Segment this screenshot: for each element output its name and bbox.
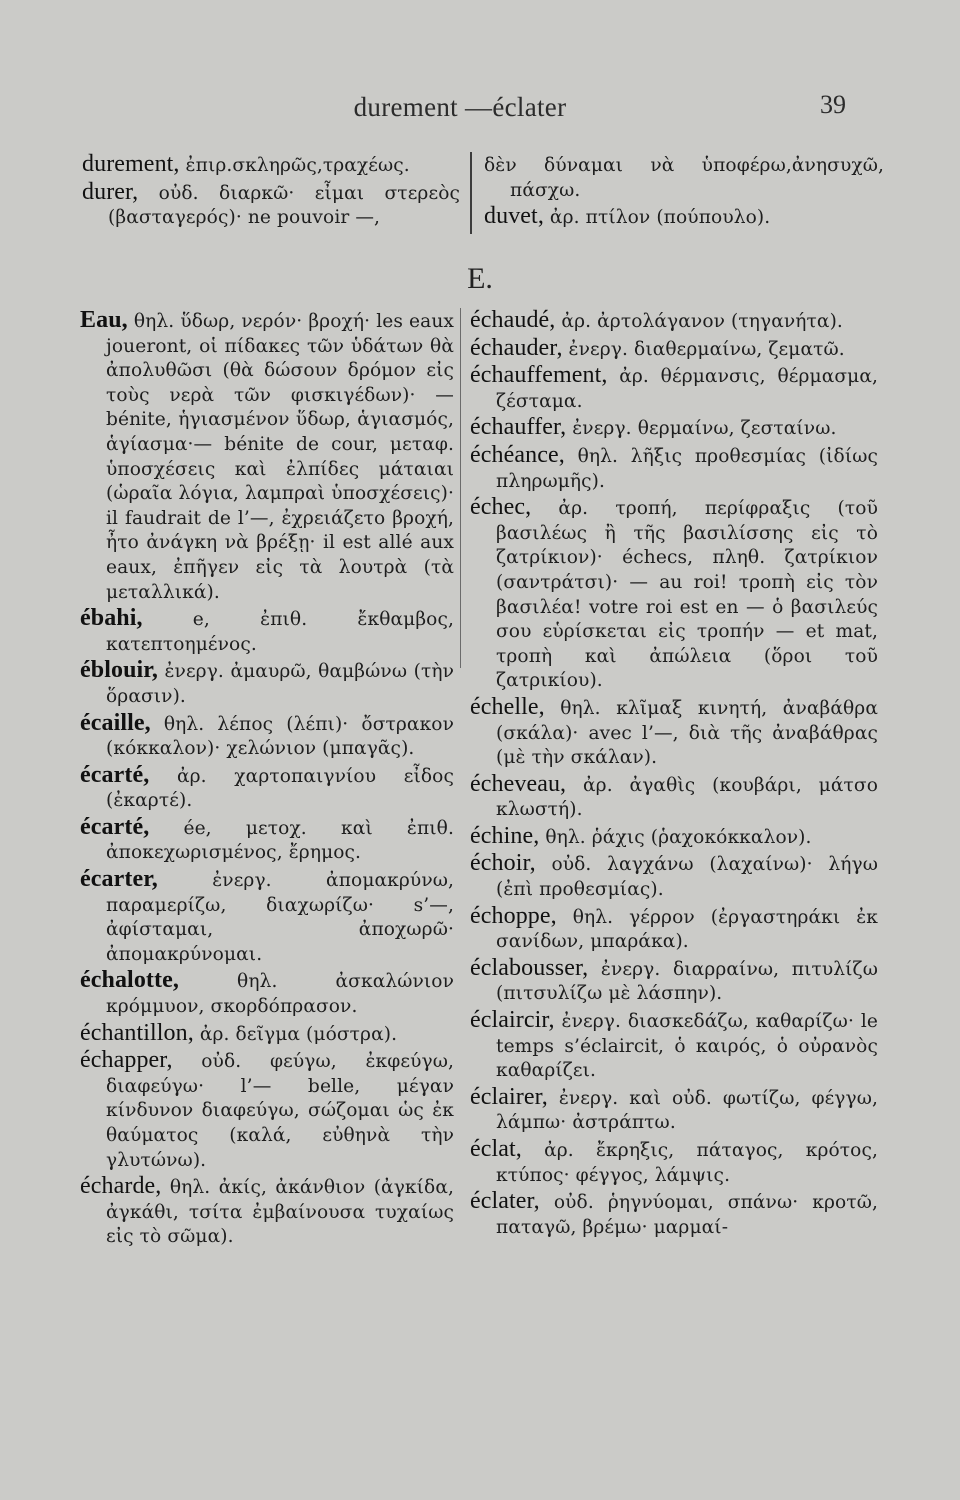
entry-definition: θηλ. ἀκίς, ἀκάνθιον (ἀγκίδα, ἀγκάθι, τσίτα ἐμβαίνουσα τυχαίως εἰς τὸ σῶμα).	[106, 1177, 454, 1248]
headword: éclat,	[470, 1136, 522, 1162]
entry-definition: ée, μετοχ. καὶ ἐπιθ. ἀποκεχωρισμένος, ἔρημος.	[106, 817, 454, 864]
dictionary-entry	[470, 1008, 878, 1084]
headword: écarté,	[80, 813, 150, 840]
dictionary-entry	[80, 711, 454, 762]
entry-definition: θηλ. γέρρον (ἐργαστηράκι ἐκ σανίδων, μπαράκα).	[496, 906, 878, 953]
dictionary-entry	[470, 443, 878, 494]
entry-definition: θηλ. ὕδωρ, νερόν· βροχή· les eaux joueront, οἱ πίδακες τῶν ὑδάτων θὰ ἀπολυθῶσι (θὰ δώσουν δρόμον εἰς τοὺς νερὰ τῶν φισκιγέδων)· —bénite, ἡγιασμένον ὕδωρ, ἁγιασμός, ἁγίασμα·— bénite de cour, μεταφ. ὑποσχέσεις καὶ ἐλπίδες μάταιαι (ὡραῖα λόγια, λαμπραὶ ὑποσχέσεις)· il faudrait de l’—, ἐχρειάζετο βροχή, ἦτο ἀνάγκη νὰ βρέξῃ· il est allé aux eaux, ἐπῆγεν εἰς τὰ λουτρὰ (τὰ μεταλλικά).	[106, 311, 454, 603]
left-column	[80, 308, 454, 1251]
dictionary-entry	[80, 308, 454, 605]
headword: Eau,	[80, 307, 128, 333]
entry-definition: ἐνεργ. ἀμαυρῶ, θαμβώνω (τὴν ὅρασιν).	[106, 661, 454, 707]
dictionary-entry	[470, 1189, 878, 1240]
dictionary-entry	[80, 815, 454, 866]
headword: échelle,	[470, 693, 545, 720]
dictionary-entry	[470, 956, 878, 1007]
headword: éclaircir,	[470, 1007, 555, 1034]
headword: écheveau,	[470, 770, 567, 797]
entry-definition: οὐδ. φεύγω, ἐκφεύγω, διαφεύγω· l’— belle, μέγαν κίνδυνον διαφεύγω, σώζομαι ὡς ἐκ θαύματος (καλά, εὐθηνὰ τὴν γλυτώνω).	[106, 1051, 454, 1171]
headword: éclairer,	[470, 1083, 548, 1110]
dictionary-entry	[484, 204, 884, 231]
dictionary-entry	[80, 763, 454, 814]
dictionary-entry	[470, 336, 878, 363]
dictionary-entry	[470, 772, 878, 823]
dictionary-entry	[470, 695, 878, 771]
entry-definition: ἐνεργ. ἀπομακρύνω, παραμερίζω, διαχωρίζω· s’—, ἀφίσταμαι, ἀποχωρῶ· ἀπομακρύνομαι.	[106, 870, 454, 965]
entry-definition: ἐνεργ. διασκεδάζω, καθαρίζω· le temps s’éclaircit, ὁ καιρός, ὁ οὐρανὸς καθαρίζει.	[496, 1011, 878, 1082]
headword: éblouir,	[80, 657, 158, 684]
entry-definition: ἐπιρ.σκληρῶς,τραχέως.	[179, 155, 410, 176]
top-right-column	[484, 152, 884, 232]
entry-definition: ἀρ. ἀγαθὶς (κουβάρι, μάτσο κλωστή).	[496, 774, 878, 821]
headword: écaille,	[80, 709, 151, 736]
entry-definition: ἀρ. τροπή, περίφραξις (τοῦ βασιλέως ἢ τῆς βασιλίσσης εἰς τὸ ζατρίκιον)· échecs, πληθ. ζατρίκιον (σαντράτσι)· — au roi! τροπὴ εἰς τὸν βασιλέα! votre roi est en — ὁ βασιλεύς σου εὑρίσκεται εἰς τροπήν — et mat, τροπὴ καὶ ἀπώλεια (ὅροι τοῦ ζατρικίου).	[496, 498, 878, 692]
headword: échine,	[470, 822, 540, 849]
dictionary-entry	[80, 867, 454, 967]
headword: échauffement,	[470, 362, 608, 389]
page-number: 39	[820, 90, 846, 119]
right-column	[470, 308, 878, 1241]
dictionary-entry	[470, 1085, 878, 1136]
dictionary-entry	[470, 1137, 878, 1188]
running-head: durement —éclater	[353, 92, 567, 122]
dictionary-entry	[80, 1174, 454, 1250]
dictionary-entry	[470, 415, 878, 442]
entry-definition: θηλ. κλῖμαξ κινητή, ἀναβάθρα (σκάλα)· avec l’—, διὰ τῆς ἀναβάθρας (μὲ τὴν σκάλαν).	[496, 697, 878, 769]
entry-definition: ἐνεργ. καὶ οὐδ. φωτίζω, φέγγω, λάμπω· ἀστράπτω.	[496, 1087, 878, 1134]
entry-definition: θηλ. λῆξις προθεσμίας (ἰδίως πληρωμῆς).	[496, 445, 878, 492]
entry-definition: θηλ. λέπος (λέπι)· ὄστρακον (κόκκαλον)· χελώνιον (μπαγᾶς).	[106, 713, 454, 760]
entry-definition: ἀρ. χαρτοπαιγνίου εἶδος (ἐκαρτέ).	[106, 765, 454, 812]
headword: échéance,	[470, 441, 565, 468]
headword: échec,	[470, 494, 532, 521]
dictionary-entry	[80, 658, 454, 709]
headword: duvet,	[484, 203, 544, 230]
entry-definition: δὲν δύναμαι νὰ ὑποφέρω,ἀνησυχῶ, πάσχω.	[484, 155, 884, 201]
dictionary-entry	[80, 968, 454, 1019]
entry-definition: οὐδ. ῥηγνύομαι, σπάνω· κροτῶ, παταγῶ, βρέμω· μαρμαί-	[496, 1192, 878, 1238]
headword: durer,	[82, 178, 139, 205]
headword: échapper,	[80, 1047, 173, 1074]
headword: éclater,	[470, 1188, 540, 1215]
headword: ébahi,	[80, 605, 143, 632]
entry-definition: ἀρ. πτίλον (πούπουλο).	[543, 207, 771, 229]
dictionary-entry	[470, 363, 878, 414]
headword: échoppe,	[470, 902, 557, 929]
headword: écarté,	[80, 761, 150, 788]
entry-definition: ἐνεργ. διαθερμαίνω, ζεματῶ.	[562, 338, 845, 360]
dictionary-entry	[470, 851, 878, 902]
entry-definition: ἀρ. δεῖγμα (μόστρα).	[193, 1023, 398, 1045]
dictionary-entry	[82, 152, 460, 179]
headword: écarter,	[80, 866, 158, 893]
dictionary-entry	[484, 152, 884, 203]
headword: écharde,	[80, 1173, 162, 1200]
continued-entries-block	[82, 152, 892, 262]
column-divider	[470, 152, 472, 234]
entry-definition: e, ἐπιθ. ἔκθαμβος, κατεπτοημένος.	[106, 609, 454, 655]
headword: échauffer,	[470, 414, 567, 441]
headword: échalotte,	[80, 967, 179, 994]
entry-definition: ἐνεργ. διαρραίνω, πιτυλίζω (πιτσυλίζω μὲ λάσπην).	[496, 958, 878, 1005]
headword: échaudé,	[470, 307, 556, 333]
entry-definition: ἀρ. ἔκρηξις, πάταγος, κρότος, κτύπος· φέγγος, λάμψις.	[496, 1140, 878, 1186]
dictionary-entry	[470, 824, 878, 851]
headword: éclabousser,	[470, 954, 589, 981]
dictionary-entry	[470, 904, 878, 955]
entry-definition: θηλ. ῥάχις (ῥαχοκόκκαλον).	[539, 826, 812, 848]
headword: échauder,	[470, 334, 563, 361]
column-divider	[460, 308, 461, 668]
section-letter: E.	[467, 262, 493, 295]
entry-definition: ἀρ. θέρμανσις, θέρμασμα, ζέσταμα.	[496, 366, 878, 412]
entry-definition: οὐδ. διαρκῶ· εἶμαι στερεὸς (βασταγερός)· ne pouvoir —,	[108, 182, 460, 229]
headword: échoir,	[470, 850, 536, 877]
headword: durement,	[82, 151, 180, 177]
entry-definition: ἀρ. ἀρτολάγανον (τηγανήτα).	[555, 311, 843, 332]
dictionary-entry	[470, 495, 878, 694]
top-left-column	[82, 152, 460, 232]
dictionary-entry	[80, 606, 454, 657]
entry-definition: οὐδ. λαγχάνω (λαχαίνω)· λήγω (ἐπὶ προθεσμίας).	[496, 854, 878, 901]
dictionary-entry	[470, 308, 878, 335]
dictionary-entry	[80, 1021, 454, 1048]
headword: échantillon,	[80, 1019, 194, 1046]
entry-definition: ἐνεργ. θερμαίνω, ζεσταίνω.	[566, 418, 837, 440]
dictionary-entry	[82, 180, 460, 231]
entry-definition: θηλ. ἀσκαλώνιον κρόμμυον, σκορδόπρασον.	[106, 971, 454, 1018]
dictionary-entry	[80, 1048, 454, 1173]
